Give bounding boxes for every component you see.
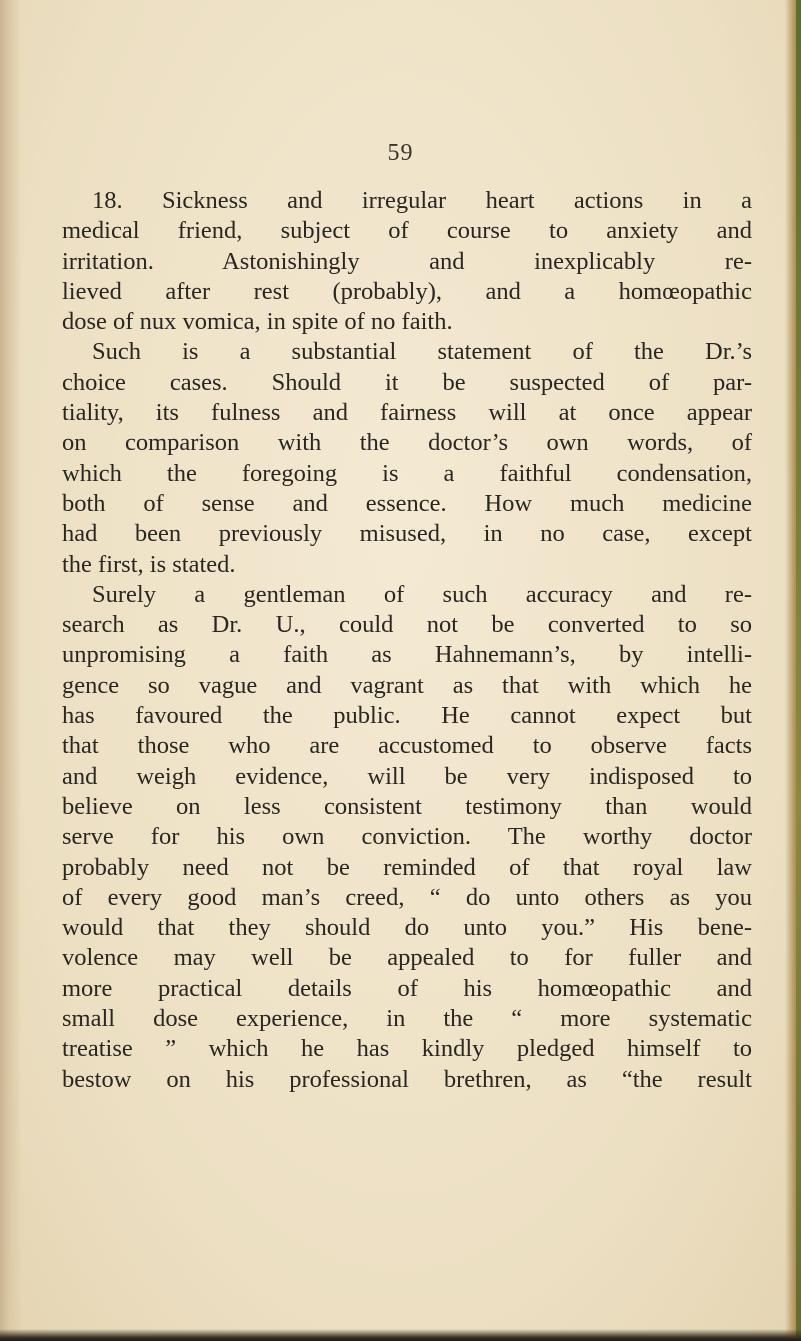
text-line: would that they should do unto you.” His bene-	[62, 914, 752, 942]
text-line: treatise ” which he has kindly pledged himself to	[62, 1035, 752, 1063]
text-line: volence may well be appealed to for fuller and	[62, 944, 752, 972]
text-line: believe on less consistent testimony than would	[62, 792, 752, 820]
text-line: choice cases. Should it be suspected of par-	[62, 368, 752, 396]
text-line: that those who are accustomed to observe facts	[62, 732, 752, 760]
text-line: more practical details of his homœopathic and	[62, 974, 752, 1002]
text-line: search as Dr. U., could not be converted to so	[62, 611, 752, 639]
text-line: and weigh evidence, will be very indisposed to	[62, 762, 752, 790]
text-line: small dose experience, in the “ more systematic	[62, 1005, 752, 1033]
text-line: dose of nux vomica, in spite of no faith.	[62, 308, 453, 336]
text-line: Such is a substantial statement of the Dr.’s	[92, 338, 752, 366]
text-line: has favoured the public. He cannot expect but	[62, 702, 752, 730]
text-line: both of sense and essence. How much medicine	[62, 489, 752, 517]
text-line: serve for his own conviction. The worthy doctor	[62, 823, 752, 851]
text-line: which the foregoing is a faithful condensation,	[62, 459, 752, 487]
text-line: gence so vague and vagrant as that with which he	[62, 671, 752, 699]
page-bottom-edge	[0, 1329, 801, 1341]
text-line: 18. Sickness and irregular heart actions in a	[92, 187, 752, 214]
text-line: Surely a gentleman of such accuracy and re-	[92, 580, 752, 608]
text-line: on comparison with the doctor’s own words, of	[62, 429, 752, 457]
text-line: probably need not be reminded of that royal law	[62, 853, 752, 881]
text-line: irritation. Astonishingly and inexplicably re-	[62, 247, 752, 275]
text-line: had been previously misused, in no case, except	[62, 520, 752, 548]
text-line: lieved after rest (probably), and a homœopathic	[62, 277, 752, 305]
book-cover-edge	[796, 0, 801, 1341]
text-line: unpromising a faith as Hahnemann’s, by intelli-	[62, 641, 752, 669]
text-line: bestow on his professional brethren, as “the result	[62, 1065, 752, 1093]
text-line: medical friend, subject of course to anxiety and	[62, 217, 752, 245]
body-text	[62, 186, 752, 1095]
text-line: tiality, its fulness and fairness will at once appear	[62, 399, 752, 427]
text-line: of every good man’s creed, “ do unto others as you	[62, 883, 752, 911]
text-line: the first, is stated.	[62, 550, 236, 578]
page-number: 59	[387, 140, 414, 166]
page-gutter-shadow	[0, 0, 22, 1341]
